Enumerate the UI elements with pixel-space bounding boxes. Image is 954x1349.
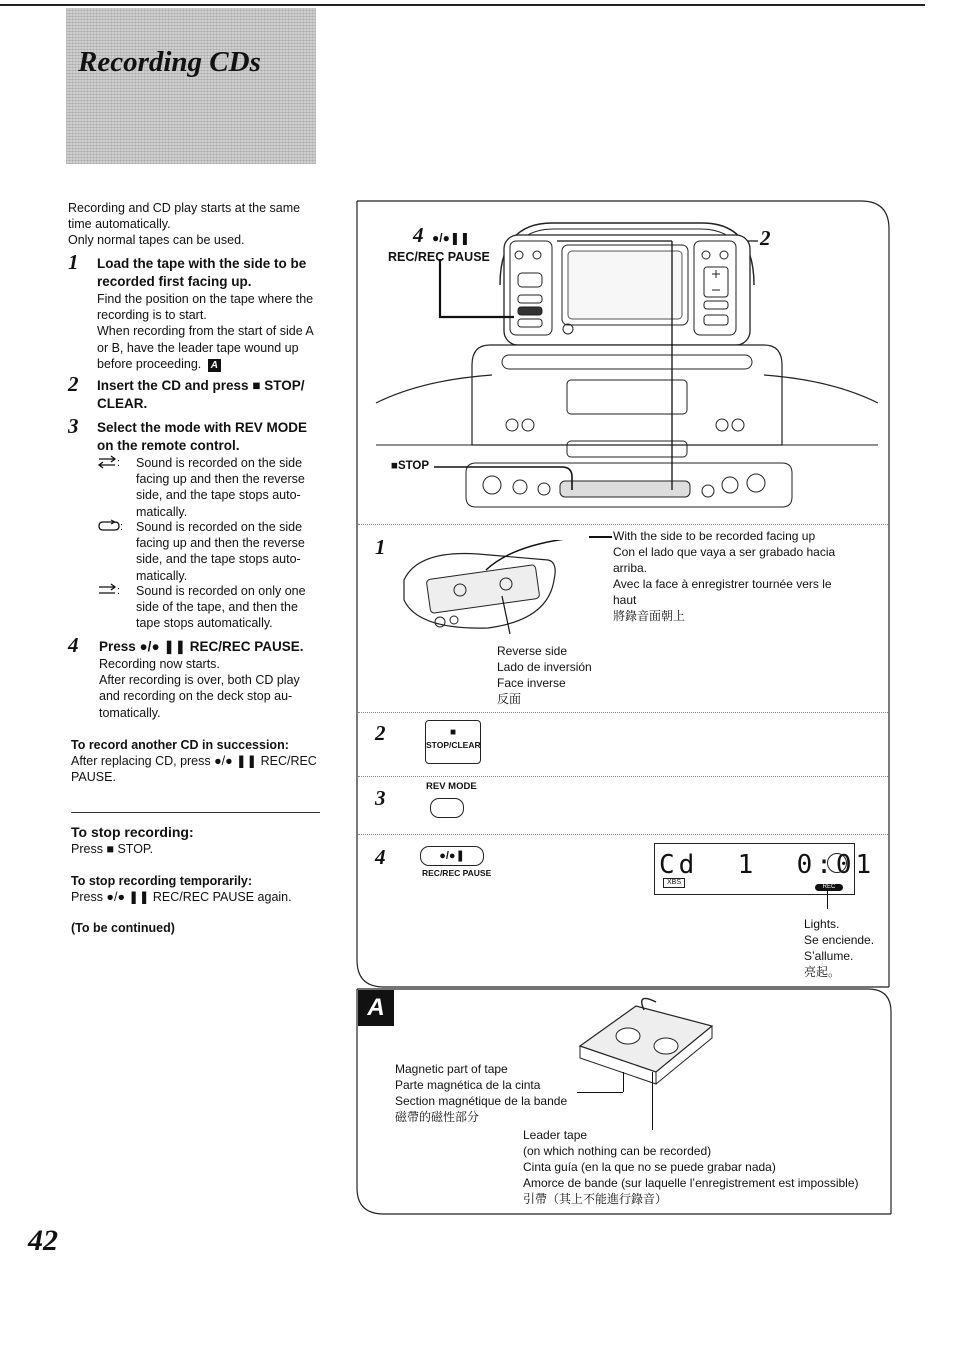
step-4 — [99, 638, 321, 721]
section-line: Press ■ STOP. — [71, 842, 154, 856]
caption-line: (on which nothing can be recorded) — [523, 1144, 712, 1158]
separator — [358, 776, 888, 777]
step-heading: CLEAR. — [97, 396, 148, 411]
caption-line: S’allume. — [804, 949, 854, 963]
caption-line: Section magnétique de la bande — [395, 1094, 568, 1108]
leader-line — [623, 1072, 624, 1092]
body-line: Recording now starts. — [99, 657, 220, 671]
step-body — [97, 291, 321, 372]
caption-line: Reverse side — [497, 644, 568, 658]
stop-temporarily-section — [71, 873, 323, 905]
leader-line — [589, 536, 612, 538]
panel-step-number: 3 — [375, 786, 386, 810]
caption-line: Face inverse — [497, 676, 566, 690]
mode-desc — [136, 455, 321, 520]
mode-line: Sound is recorded on the side — [136, 520, 303, 534]
mode-line: Sound is recorded on the side — [136, 456, 303, 470]
intro-line: Only normal tapes can be used. — [68, 233, 245, 248]
title-box — [66, 8, 316, 164]
mode-line: Sound is recorded on only one — [136, 584, 306, 598]
mode-item — [97, 519, 321, 583]
rec-indicator: REC — [815, 884, 843, 891]
caption-line: Lights. — [804, 917, 840, 931]
xbs-indicator: XBS — [663, 878, 685, 888]
section-heading: To stop recording temporarily: — [71, 874, 253, 888]
caption-line: Lado de inversión — [497, 660, 592, 674]
top-rule — [0, 4, 925, 6]
rec-pause-button[interactable]: ●/●❚ — [420, 846, 484, 866]
rev-mode-button[interactable] — [430, 798, 464, 818]
page-title: Recording CDs — [78, 46, 261, 78]
step-heading: Load the tape with the side to be — [97, 256, 307, 271]
body-text: before proceeding. — [97, 356, 202, 371]
record-another-section — [71, 737, 323, 785]
caption-line: Magnetic part of tape — [395, 1062, 508, 1076]
step-3 — [97, 419, 321, 455]
body-line: recording is to start. — [97, 308, 207, 323]
caption-line: Avec la face à enregistrer tournée vers le — [613, 577, 832, 591]
stop-recording-section — [71, 824, 323, 857]
mode-line: facing up and then the reverse — [136, 472, 305, 487]
body-line: tomatically. — [99, 705, 161, 720]
step-number: 3 — [68, 414, 79, 438]
svg-text::: : — [117, 585, 121, 597]
leader-line — [577, 1092, 623, 1093]
caption-line: Se enciende. — [804, 933, 875, 947]
callout-stop: ■STOP — [391, 460, 430, 472]
mode-line: side, and the tape stops auto- — [136, 552, 301, 567]
figure-ref-badge: A — [208, 359, 221, 372]
intro-line: Recording and CD play starts at the same — [68, 201, 301, 215]
rev-mode-label: REV MODE — [426, 781, 477, 792]
step-heading: Insert the CD and press ■ STOP/ — [97, 378, 305, 393]
step-number: 4 — [68, 633, 79, 657]
lights-caption — [804, 916, 874, 980]
separator — [358, 524, 888, 525]
play-direction-icon — [827, 853, 847, 873]
callout-rec-pause: REC/REC PAUSE — [388, 250, 490, 264]
caption-line: 亮起。 — [804, 965, 841, 979]
mode-item — [97, 455, 321, 519]
button-label: REC/REC PAUSE — [422, 868, 492, 878]
mode-desc — [136, 519, 321, 584]
caption-line: Parte magnética de la cinta — [395, 1078, 541, 1092]
separator — [358, 834, 888, 835]
step-heading: recorded first facing up. — [97, 274, 252, 289]
caption-line: 引帶（其上不能進行錄音） — [523, 1192, 668, 1206]
mode-line: side, and the tape stops auto- — [136, 488, 301, 503]
cassette-drawing — [398, 540, 608, 640]
svg-text::: : — [117, 457, 121, 469]
divider — [71, 812, 320, 813]
leader-line — [827, 891, 828, 909]
step-2 — [97, 377, 321, 413]
caption-line: 磁帶的磁性部分 — [395, 1110, 480, 1124]
cassette-tape-drawing — [576, 996, 716, 1086]
step-number: 2 — [68, 372, 79, 396]
one-side-icon — [97, 583, 125, 601]
facing-up-caption — [613, 528, 835, 624]
stop-icon: ■ — [449, 727, 457, 738]
mode-line: facing up and then the reverse — [136, 536, 305, 551]
body-line: Find the position on the tape where the — [97, 292, 314, 306]
body-line: and recording on the deck stop au- — [99, 689, 293, 704]
body-line: After recording is over, both CD play — [99, 673, 300, 688]
section-heading: To stop recording: — [71, 824, 194, 840]
section-line: After replacing CD, press ●/● ❚❚ REC/REC — [71, 754, 317, 768]
caption-line: Amorce de bande (sur laquelle l’enregistrement est impossible) — [523, 1176, 859, 1190]
page-number: 42 — [28, 1224, 58, 1257]
caption-line: arriba. — [613, 561, 648, 575]
cassette-insert-illustration — [398, 540, 608, 640]
lcd-readout: Cd 1 0:01 — [659, 850, 876, 880]
caption-line: 將錄音面朝上 — [613, 609, 686, 623]
reverse-side-caption — [497, 643, 592, 707]
step-1 — [97, 255, 321, 372]
intro — [68, 200, 318, 249]
mode-item — [97, 583, 321, 633]
separator — [358, 712, 888, 713]
callout-number: 2 — [760, 226, 771, 250]
step-heading: Press ●/● ❚❚ REC/REC PAUSE. — [99, 639, 304, 654]
step-heading: on the remote control. — [97, 438, 240, 453]
body-line — [97, 356, 321, 372]
mode-line: side of the tape, and then the — [136, 600, 298, 615]
caption-line: 反面 — [497, 692, 522, 706]
caption-line: Con el lado que vaya a ser grabado hacia — [613, 545, 836, 559]
to-be-continued: (To be continued) — [71, 921, 175, 935]
mode-line: matically. — [136, 568, 188, 583]
button-label: STOP/CLEAR — [426, 740, 481, 750]
panel-step-number: 2 — [375, 721, 386, 745]
caption-line: Leader tape — [523, 1128, 588, 1142]
section-line: PAUSE. — [71, 770, 116, 785]
rev-mode-list — [97, 455, 321, 633]
step-body — [99, 656, 321, 721]
step-number: 1 — [68, 250, 79, 274]
mode-line: tape stops automatically. — [136, 616, 273, 631]
mode-desc — [136, 583, 321, 632]
leader-line — [652, 1072, 653, 1130]
section-line: Press ●/● ❚❚ REC/REC PAUSE again. — [71, 890, 292, 904]
svg-text::: : — [120, 521, 124, 533]
caption-line: With the side to be recorded facing up — [613, 529, 816, 543]
body-line: When recording from the start of side A — [97, 324, 314, 339]
body-line: or B, have the leader tape wound up — [97, 340, 299, 355]
one-way-reverse-icon — [97, 455, 125, 473]
callout-symbol: ●/●❚❚ — [432, 231, 470, 245]
panel-step-number: 1 — [375, 535, 386, 559]
section-heading: To record another CD in succession: — [71, 738, 289, 752]
caption-line: haut — [613, 593, 637, 607]
mode-line: matically. — [136, 504, 188, 519]
continuous-loop-icon — [97, 519, 125, 537]
magnetic-part-caption — [395, 1061, 567, 1125]
caption-line: Cinta guía (en la que no se puede grabar nada) — [523, 1160, 776, 1174]
panel-step-number: 4 — [375, 845, 386, 869]
stop-clear-button[interactable] — [425, 720, 481, 764]
step-heading: Select the mode with REV MODE — [97, 420, 308, 435]
intro-line: time automatically. — [68, 217, 171, 232]
panel-label-badge: A — [358, 990, 394, 1026]
callout-number: 4 — [413, 223, 424, 247]
leader-tape-caption — [523, 1127, 859, 1207]
